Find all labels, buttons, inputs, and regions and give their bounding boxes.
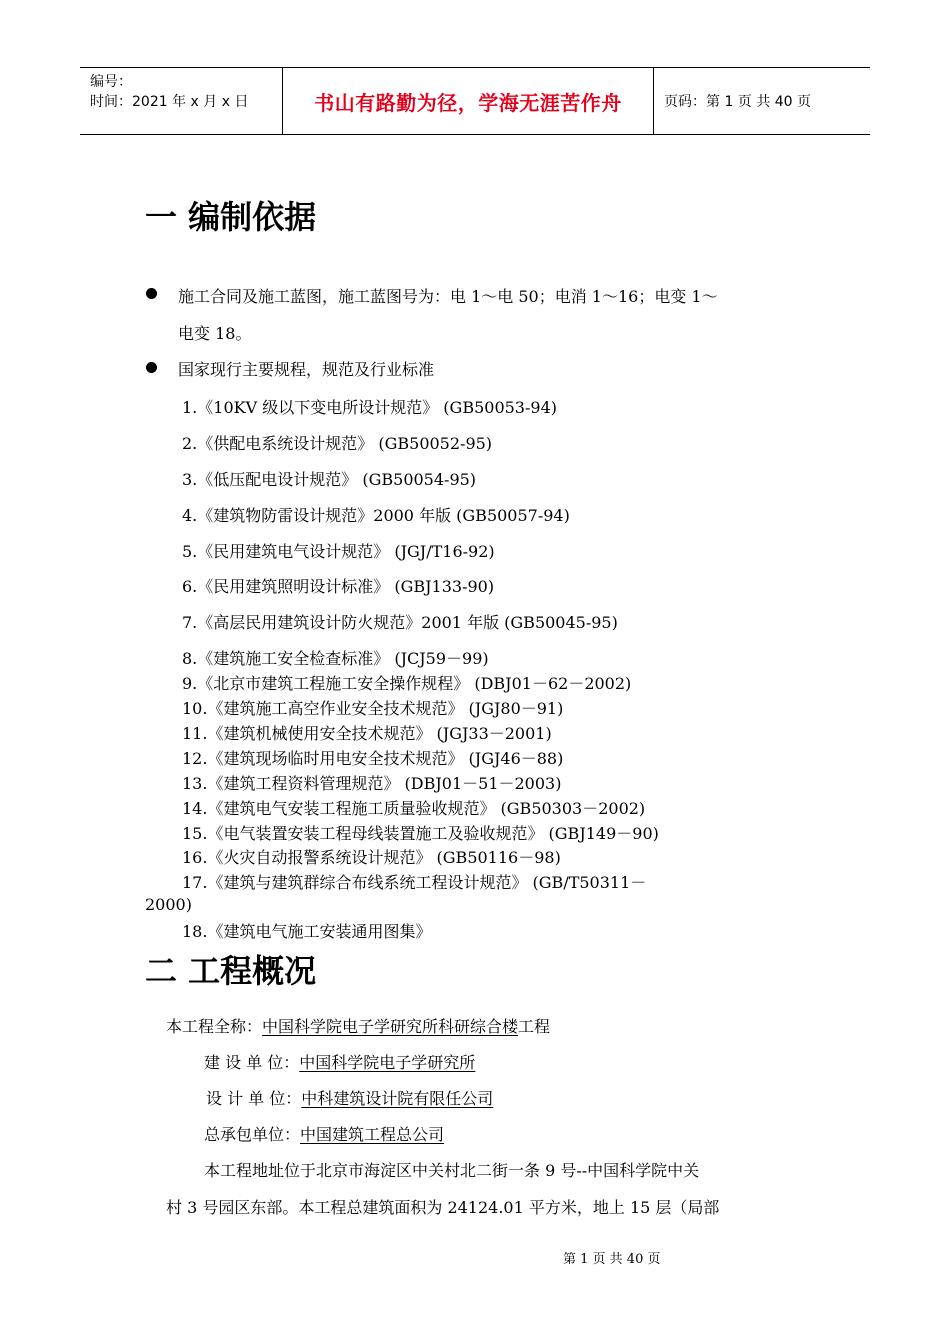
header-motto-cell — [282, 68, 654, 134]
project-full-name-value: 中国科学院电子学研究所科研综合楼 — [262, 1017, 519, 1036]
standard-item: 1.《10KV 级以下变电所设计规范》 (GB50053-94) — [182, 398, 557, 417]
bullet2-text: 国家现行主要规程，规范及行业标准 — [178, 360, 435, 379]
standard-item: 4.《建筑物防雷设计规范》2000 年版 (GB50057-94) — [182, 506, 570, 525]
document-number-label: 编号： — [90, 74, 132, 90]
standard-item: 5.《民用建筑电气设计规范》 (JGJ/T16-92) — [182, 542, 495, 561]
standard-item: 7.《高层民用建筑设计防火规范》2001 年版 (GB50045-95) — [182, 613, 618, 632]
header-page-label: 页码：第 1 页 共 40 页 — [664, 94, 811, 110]
project-owner-value: 中国科学院电子学研究所 — [299, 1053, 476, 1072]
project-description-line1: 本工程地址位于北京市海淀区中关村北二街一条 9 号--中国科学院中关 — [204, 1161, 700, 1180]
project-designer-label: 设 计 单 位： — [206, 1089, 302, 1108]
project-contractor-label: 总承包单位： — [204, 1125, 301, 1144]
page-footer: 第 1 页 共 40 页 — [563, 1252, 661, 1267]
project-contractor-value: 中国建筑工程总公司 — [300, 1125, 445, 1144]
standard-item: 6.《民用建筑照明设计标准》 (GBJ133-90) — [182, 577, 495, 596]
document-time-label: 时间：2021 年 x 月 x 日 — [90, 94, 249, 110]
project-full-name — [166, 1014, 550, 1037]
bullet-marker — [146, 288, 157, 299]
project-owner — [204, 1050, 475, 1073]
bullet-marker — [146, 362, 157, 373]
bullet1-text-line2: 电变 18。 — [178, 324, 252, 343]
project-contractor — [204, 1122, 444, 1145]
header-motto: 书山有路勤为径，学海无涯苦作舟 — [314, 90, 622, 115]
standard-item: 13.《建筑工程资料管理规范》 (DBJ01－51－2003) — [182, 774, 562, 793]
project-designer — [206, 1086, 493, 1109]
standard-item: 15.《电气装置安装工程母线装置施工及验收规范》 (GBJ149－90) — [182, 824, 659, 843]
standard-item: 14.《建筑电气安装工程施工质量验收规范》 (GB50303－2002) — [182, 799, 646, 818]
standard-item: 9.《北京市建筑工程施工安全操作规程》 (DBJ01－62－2002) — [182, 674, 632, 693]
standard-item-continuation: 2000) — [145, 895, 192, 914]
standard-item: 10.《建筑施工高空作业安全技术规范》 (JGJ80－91) — [182, 699, 564, 718]
standard-item: 16.《火灾自动报警系统设计规范》 (GB50116－98) — [182, 848, 561, 867]
standard-item: 17.《建筑与建筑群综合布线系统工程设计规范》 (GB/T50311－ — [182, 873, 647, 892]
standard-item: 12.《建筑现场临时用电安全技术规范》 (JGJ46－88) — [182, 749, 564, 768]
standard-item: 8.《建筑施工安全检查标准》 (JCJ59－99) — [182, 649, 489, 668]
section2-title: 二 工程概况 — [145, 952, 317, 990]
header-page-cell — [654, 68, 870, 134]
project-owner-label: 建 设 单 位： — [204, 1053, 300, 1072]
section1-title: 一 编制依据 — [145, 198, 317, 236]
header-meta-cell — [80, 68, 282, 134]
standard-item: 2.《供配电系统设计规范》 (GB50052-95) — [182, 434, 493, 453]
standard-item: 3.《低压配电设计规范》 (GB50054-95) — [182, 470, 477, 489]
project-full-name-label: 本工程全称： — [166, 1017, 263, 1036]
standard-item: 11.《建筑机械使用安全技术规范》 (JGJ33－2001) — [182, 724, 552, 743]
project-designer-value: 中科建筑设计院有限任公司 — [301, 1089, 494, 1108]
page-header — [80, 67, 870, 135]
standard-item: 18.《建筑电气施工安装通用图集》 — [182, 922, 432, 941]
project-full-name-suffix: 工程 — [518, 1017, 551, 1036]
bullet1-text-line1: 施工合同及施工蓝图，施工蓝图号为：电 1～电 50；电消 1～16；电变 1～ — [178, 287, 718, 306]
project-description-line2: 村 3 号园区东部。本工程总建筑面积为 24124.01 平方米，地上 15 层（局部 — [166, 1198, 720, 1217]
